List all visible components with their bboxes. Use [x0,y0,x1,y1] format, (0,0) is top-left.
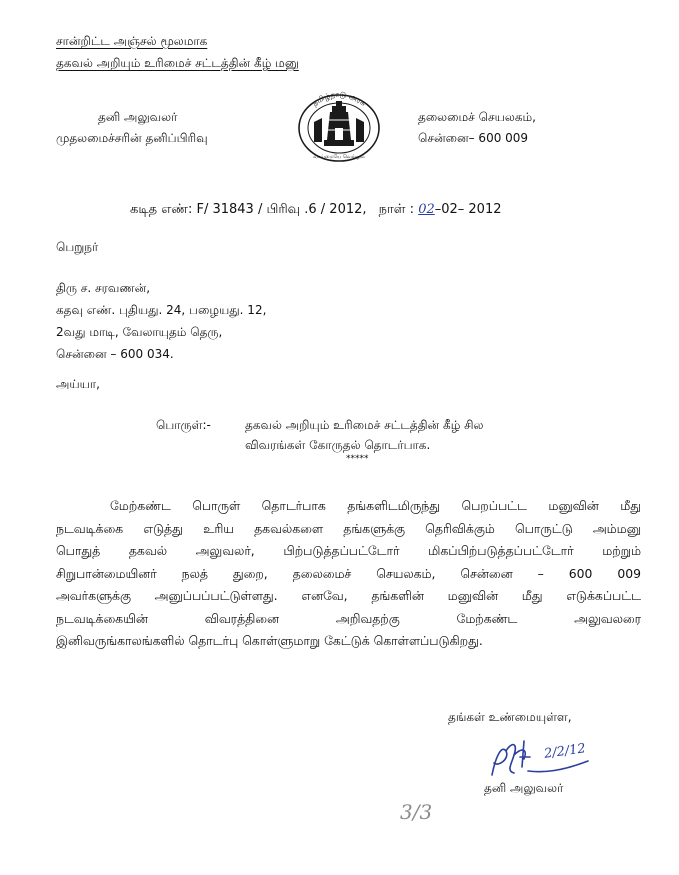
subject-label: பொருள்:- [156,418,211,432]
body-paragraph [56,495,641,653]
signature-designation: தனி அலுவலர் [484,781,564,795]
subject-separator-stars: ***** [346,454,369,464]
header-note-line1: சான்றிட்ட அஞ்சல் மூலமாக [56,34,208,48]
sender-department: முதலமைச்சரின் தனிப்பிரிவு [56,131,208,145]
signature-date: 2/2/12 [543,741,587,762]
body-line-6: நடவடிக்கையின் விவரத்தினை அறிவதற்கு மேற்கண்ட அலுவலரை [56,610,641,626]
office-name: தலைமைச் செயலகம், [418,110,536,124]
sender-title: தனி அலுவலர் [98,110,178,124]
recipient-line-4: சென்னை – 600 034. [56,347,174,361]
subject-line2: விவரங்கள் கோருதல் தொடர்பாக. [245,438,431,452]
office-city: சென்னை– 600 009 [418,131,529,145]
body-line-7: இனிவருங்காலங்களில் தொடர்பு கொள்ளுமாறு கேட்டுக் கொள்ளப்படுகிறது. [56,633,483,648]
reference-date-rest: –02– 2012 [434,202,502,217]
page-mark: 3/3 [400,800,433,824]
body-line-5: அவர்களுக்கு அனுப்பப்பட்டுள்ளது. எனவே, தங்களின் மனுவின் மீது எடுக்கப்பட்ட [56,588,641,603]
recipient-line-2: கதவு எண். புதியது. 24, பழையது. 12, [56,303,267,317]
recipient-line-1: திரு ச. சரவணன், [56,281,151,295]
subject-line1: தகவல் அறியும் உரிமைச் சட்டத்தின் கீழ் சில [245,418,484,432]
salutation: அய்யா, [56,377,100,391]
body-line-1: மேற்கண்ட பொருள் தொடர்பாக தங்களிடமிருந்து பெறப்பட்ட மனுவின் மீது [110,498,641,513]
body-line-4: சிறுபான்மையினர் நலத் துறை, தலைமைச் செயலகம், சென்னை – 600 009 [56,565,641,581]
reference-line [130,202,502,218]
reference-number: F/ 31843 / பிரிவு .6 / 2012, [196,202,367,217]
body-line-3: பொதுத் தகவல் அலுவலர், பிற்படுத்தப்பட்டோர் மிகப்பிற்படுத்தப்பட்டோர் மற்றும் [56,543,641,558]
emblem-top-text: தமிழ்நாடு அரசு [310,90,368,108]
body-line-2: நடவடிக்கை எடுத்து உரிய தகவல்களை தங்களுக்கு தெரிவிக்கும் பொருட்டு அம்மனு [56,520,641,536]
reference-date-label: நாள் : [378,202,415,217]
reference-label: கடித எண்: [130,202,193,217]
recipient-line-3: 2வது மாடி, வேலாயுதம் தெரு, [56,325,223,339]
emblem-bottom-text: வாய்மையே வெல்லும் [313,154,365,160]
tamil-nadu-emblem-seal [294,90,384,162]
header-note-line2: தகவல் அறியும் உரிமைச் சட்டத்தின் கீழ் மனு [56,56,299,70]
closing: தங்கள் உண்மையுள்ள, [448,710,572,724]
recipient-label: பெறுநர் [56,240,99,254]
reference-date-handwritten: 02 [418,202,435,217]
